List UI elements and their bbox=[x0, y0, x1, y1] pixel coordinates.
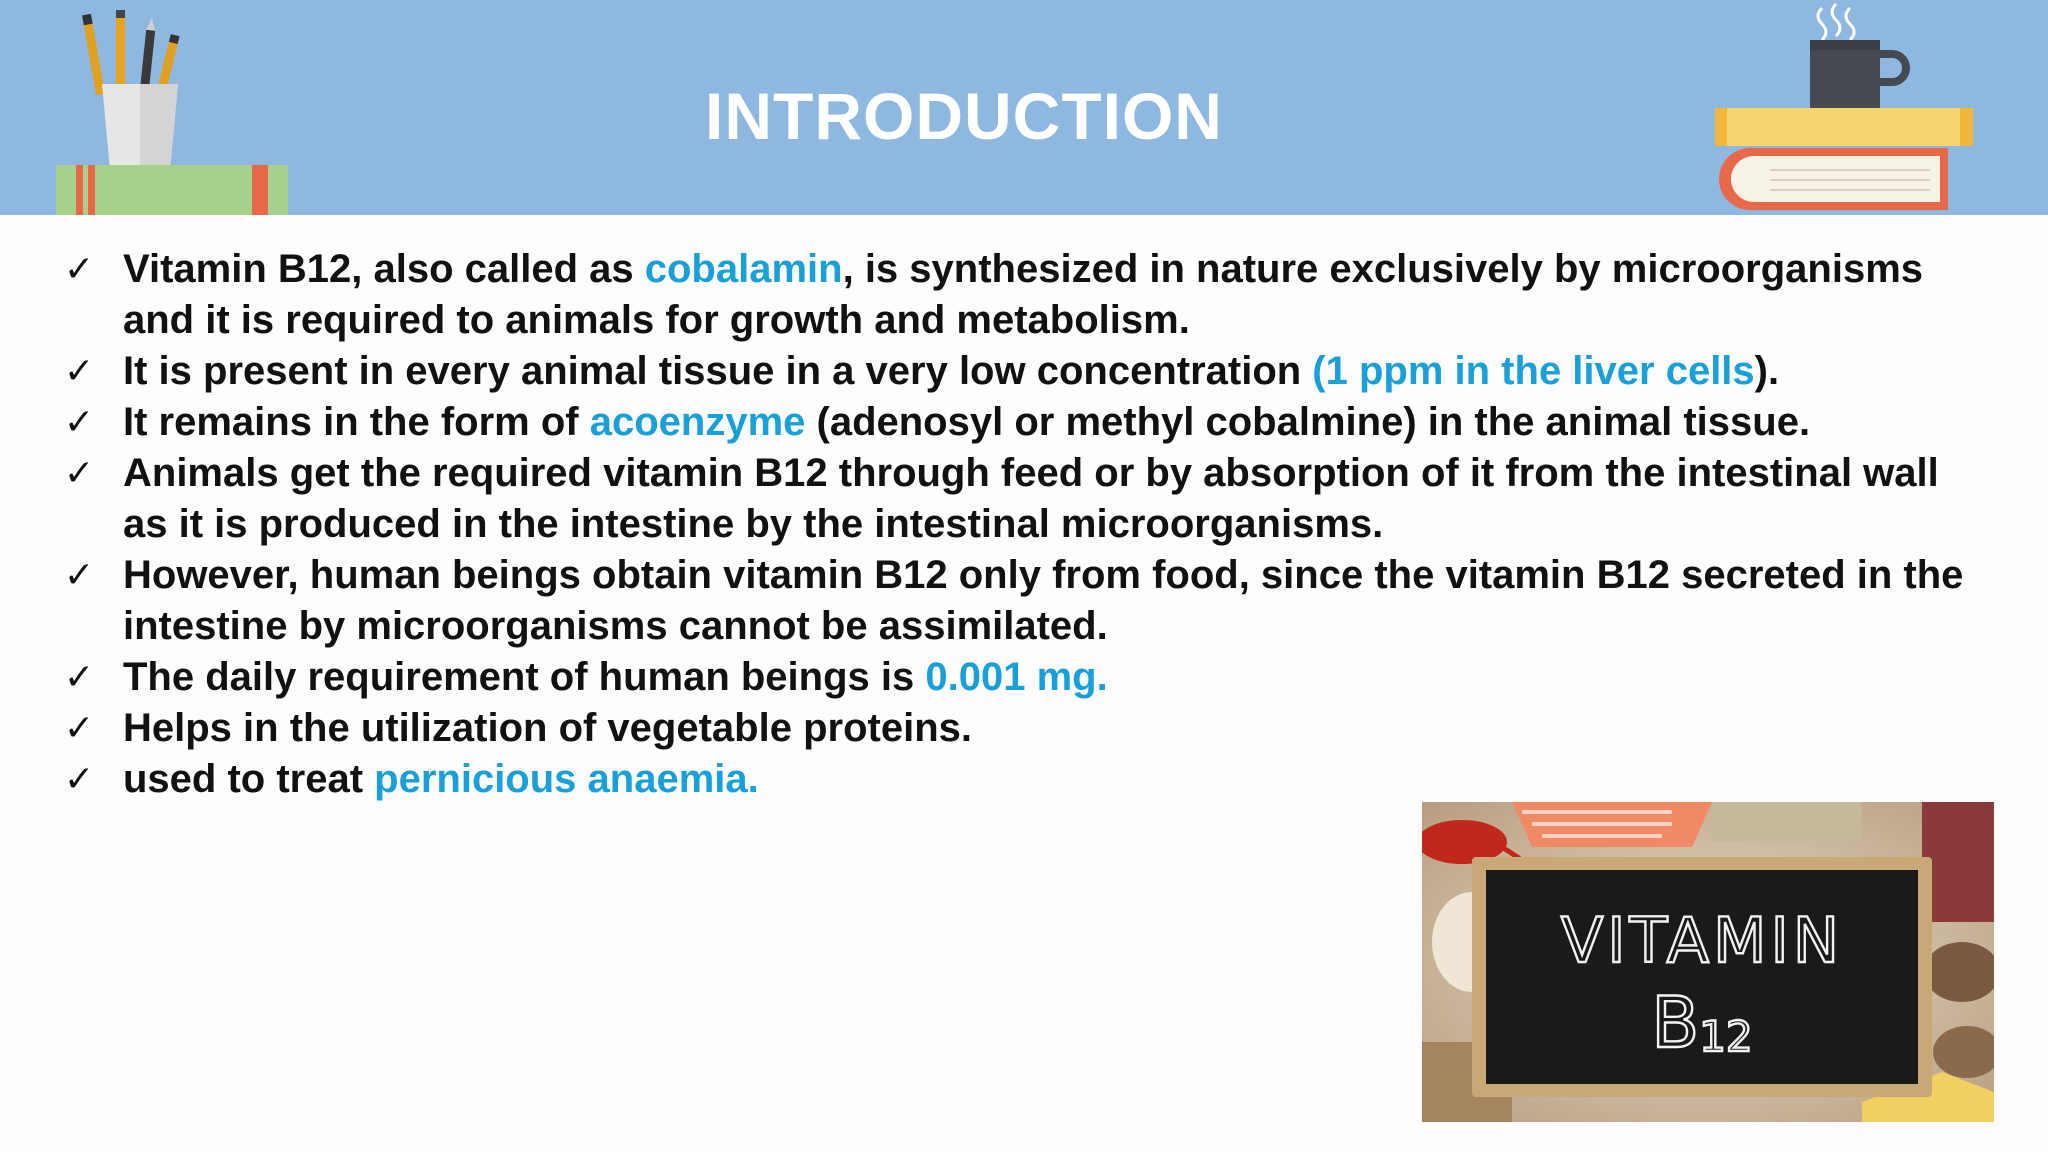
bullet-item bbox=[62, 448, 1982, 550]
vitamin-b12-photo bbox=[1422, 802, 1994, 1122]
bullet-item bbox=[62, 703, 1982, 754]
checkmark-icon: ✓ bbox=[64, 351, 95, 392]
checkmark-icon: ✓ bbox=[64, 555, 95, 596]
checkmark-icon: ✓ bbox=[64, 453, 95, 494]
bullet-item bbox=[62, 652, 1982, 703]
checkmark-icon: ✓ bbox=[64, 657, 95, 698]
bullet-text: The daily requirement of human beings is bbox=[123, 655, 926, 699]
bullet-highlight: acoenzyme bbox=[589, 400, 806, 444]
header-banner bbox=[0, 0, 2048, 215]
checkmark-icon: ✓ bbox=[64, 249, 95, 290]
bullet-item bbox=[62, 550, 1982, 652]
bullet-item bbox=[62, 397, 1982, 448]
bullet-item bbox=[62, 754, 1982, 805]
slide-title: INTRODUCTION bbox=[705, 79, 1223, 153]
bullet-text: Animals get the required vitamin B12 through feed or by absorption of it from the intestinal wall as it is produced in the intestine by the intestinal microorganisms. bbox=[123, 451, 1939, 546]
bullet-text: Vitamin B12, also called as bbox=[123, 247, 645, 291]
bullet-highlight: 0.001 mg. bbox=[925, 655, 1108, 699]
bullet-item bbox=[62, 346, 1982, 397]
bullet-text-tail: ). bbox=[1754, 349, 1780, 393]
bullet-text-tail: (adenosyl or methyl cobalmine) in the animal tissue. bbox=[805, 400, 1811, 444]
coffee-mug-on-books-icon bbox=[1710, 0, 1980, 215]
bullet-text: Helps in the utilization of vegetable proteins. bbox=[123, 706, 972, 750]
bullet-list bbox=[62, 244, 1982, 805]
bullet-text: It remains in the form of bbox=[123, 400, 590, 444]
bullet-text: used to treat bbox=[123, 757, 375, 801]
board-text-line2: B12 bbox=[1651, 982, 1753, 1064]
bullet-highlight: (1 ppm in the liver cells bbox=[1312, 349, 1755, 393]
bullet-text-tail: , is synthesized in nature exclusively by microorganisms and it is required to animals for growth and metabolism. bbox=[123, 247, 1924, 342]
bullet-highlight: pernicious anaemia. bbox=[374, 757, 759, 801]
bullet-text: However, human beings obtain vitamin B12 only from food, since the vitamin B12 secreted in the intestine by microorganisms cannot be assimilated. bbox=[123, 553, 1964, 648]
bullet-item bbox=[62, 244, 1982, 346]
checkmark-icon: ✓ bbox=[64, 708, 95, 749]
checkmark-icon: ✓ bbox=[64, 402, 95, 443]
bullet-highlight: cobalamin bbox=[644, 247, 843, 291]
checkmark-icon: ✓ bbox=[64, 759, 95, 800]
board-text-line1: VITAMIN bbox=[1560, 904, 1844, 977]
bullet-text: It is present in every animal tissue in a very low concentration bbox=[123, 349, 1313, 393]
